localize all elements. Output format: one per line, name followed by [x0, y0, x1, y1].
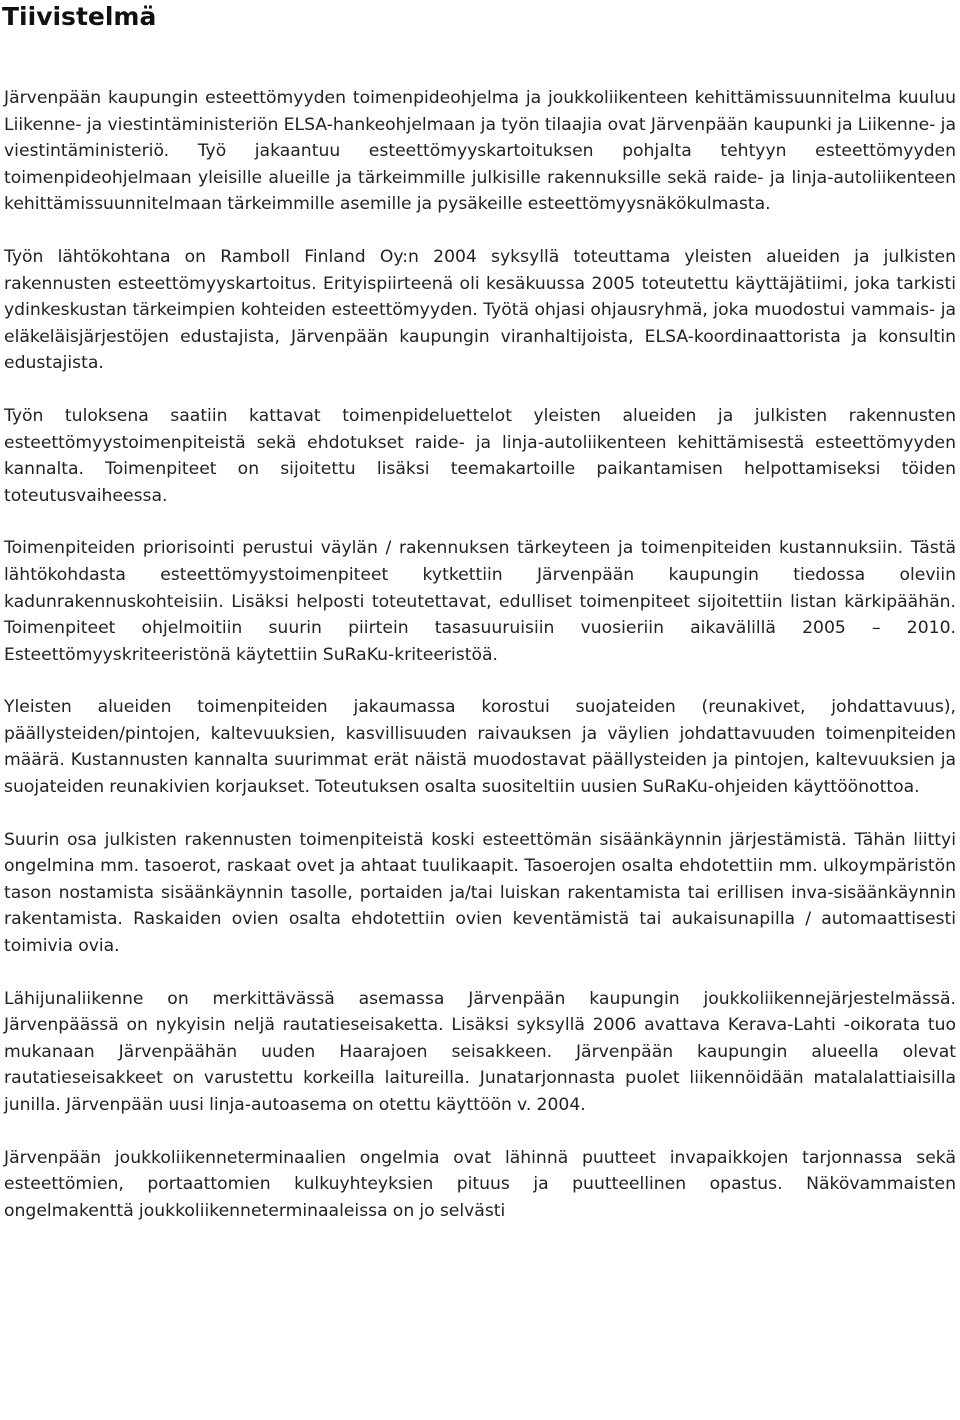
- paragraph: Lähijunaliikenne on merkittävässä asemassa Järvenpään kaupungin joukkoliikennejärjestelmässä. Järvenpäässä on nykyisin neljä rautatieseisaketta. Lisäksi syksyllä 2006 avattava Kerava-Lahti -oikorata tuo mukanaan Järvenpäähän uuden Haarajoen seisakkeen. Järvenpään kaupungin alueella olevat rautatieseisakkeet on varustettu korkeilla laitureilla. Junatarjonnasta puolet liikennöidään matalalattiaisilla junilla. Järvenpään uusi linja-autoasema on otettu käyttöön v. 2004.: [4, 988, 956, 1115]
- paragraph: Yleisten alueiden toimenpiteiden jakaumassa korostui suojateiden (reunakivet, johdattavuus), päällysteiden/pintojen, kaltevuuksien, kasvillisuuden raivauksen ja väylien johdattavuuden toimenpiteiden määrä. Kustannusten kannalta suurimmat erät näistä muodostavat päällysteiden ja pintojen, kaltevuuksien ja suojateiden reunakivien korjaukset. Toteutuksen osalta suositeltiin uusien SuRaKu-ohjeiden käyttöönottoa.: [4, 697, 956, 798]
- paragraph: Suurin osa julkisten rakennusten toimenpiteistä koski esteettömän sisäänkäynnin järjestämistä. Tähän liittyi ongelmina mm. tasoerot, raskaat ovet ja ahtaat tuulikaapit. Tasoerojen osalta ehdotettiin mm. ulkoympäristön tason nostamista sisäänkäynnin tasolle, portaiden ja/tai luiskan rakentamista tai erillisen inva-sisäänkäynnin rakentamista. Raskaiden ovien osalta ehdotettiin ovien keventämistä tai aukaisunapilla / automaattisesti toimivia ovia.: [4, 829, 956, 957]
- document-title: Tiivistelmä: [2, 2, 157, 31]
- paragraph: Työn tuloksena saatiin kattavat toimenpideluettelot yleisten alueiden ja julkisten rakennusten esteettömyystoimenpiteistä sekä ehdotukset raide- ja linja-autoliikenteen kehittämisestä esteettömyyden kannalta. Toimenpiteet on sijoitettu lisäksi teemakartoille paikantamisen helpottamiseksi töiden toteutusvaiheessa.: [4, 405, 956, 506]
- document-body: [4, 85, 956, 1250]
- paragraph: Järvenpään kaupungin esteettömyyden toimenpideohjelma ja joukkoliikenteen kehittämissuunnitelma kuuluu Liikenne- ja viestintäministeriön ELSA-hankeohjelmaan ja työn tilaajia ovat Järvenpään kaupunki ja Liikenne- ja viestintäministeriö. Työ jakaantuu esteettömyyskartoituksen pohjalta tehtyyn esteettömyyden toimenpideohjelmaan yleisille alueille ja tärkeimmille julkisille rakennuksille sekä raide- ja linja-autoliikenteen kehittämissuunnitelmaan tärkeimmille asemille ja pysäkeille esteettömyysnäkökulmasta.: [4, 88, 956, 215]
- paragraph: Toimenpiteiden priorisointi perustui väylän / rakennuksen tärkeyteen ja toimenpiteiden kustannuksiin. Tästä lähtökohdasta esteettömyystoimenpiteet kytkettiin Järvenpään kaupungin tiedossa oleviin kadunrakennuskohteisiin. Lisäksi helposti toteutettavat, edulliset toimenpiteet sijoitettiin listan kärkipäähän. Toimenpiteet ohjelmoitiin suurin piirtein tasasuuruisiin vuosieriin aikavälillä 2005 – 2010. Esteettömyyskriteeristönä käytettiin SuRaKu-kriteeristöä.: [4, 538, 956, 665]
- paragraph: Työn lähtökohtana on Ramboll Finland Oy:n 2004 syksyllä toteuttama yleisten alueiden ja julkisten rakennusten esteettömyyskartoitus. Erityispiirteenä oli kesäkuussa 2005 toteutettu käyttäjätiimi, joka tarkisti ydinkeskustan tärkeimpien kohteiden esteettömyyden. Työtä ohjasi ohjausryhmä, joka muodostui vammais- ja eläkeläisjärjestöjen edustajista, Järvenpään kaupungin viranhaltijoista, ELSA-koordinaattorista ja konsultin edustajista.: [4, 246, 956, 374]
- paragraph: Järvenpään joukkoliikenneterminaalien ongelmia ovat lähinnä puutteet invapaikkojen tarjonnassa sekä esteettömien, portaattomien kulkuyhteyksien pituus ja puutteellinen opastus. Näkövammaisten ongelmakenttä joukkoliikenneterminaaleissa on jo selvästi: [4, 1147, 956, 1221]
